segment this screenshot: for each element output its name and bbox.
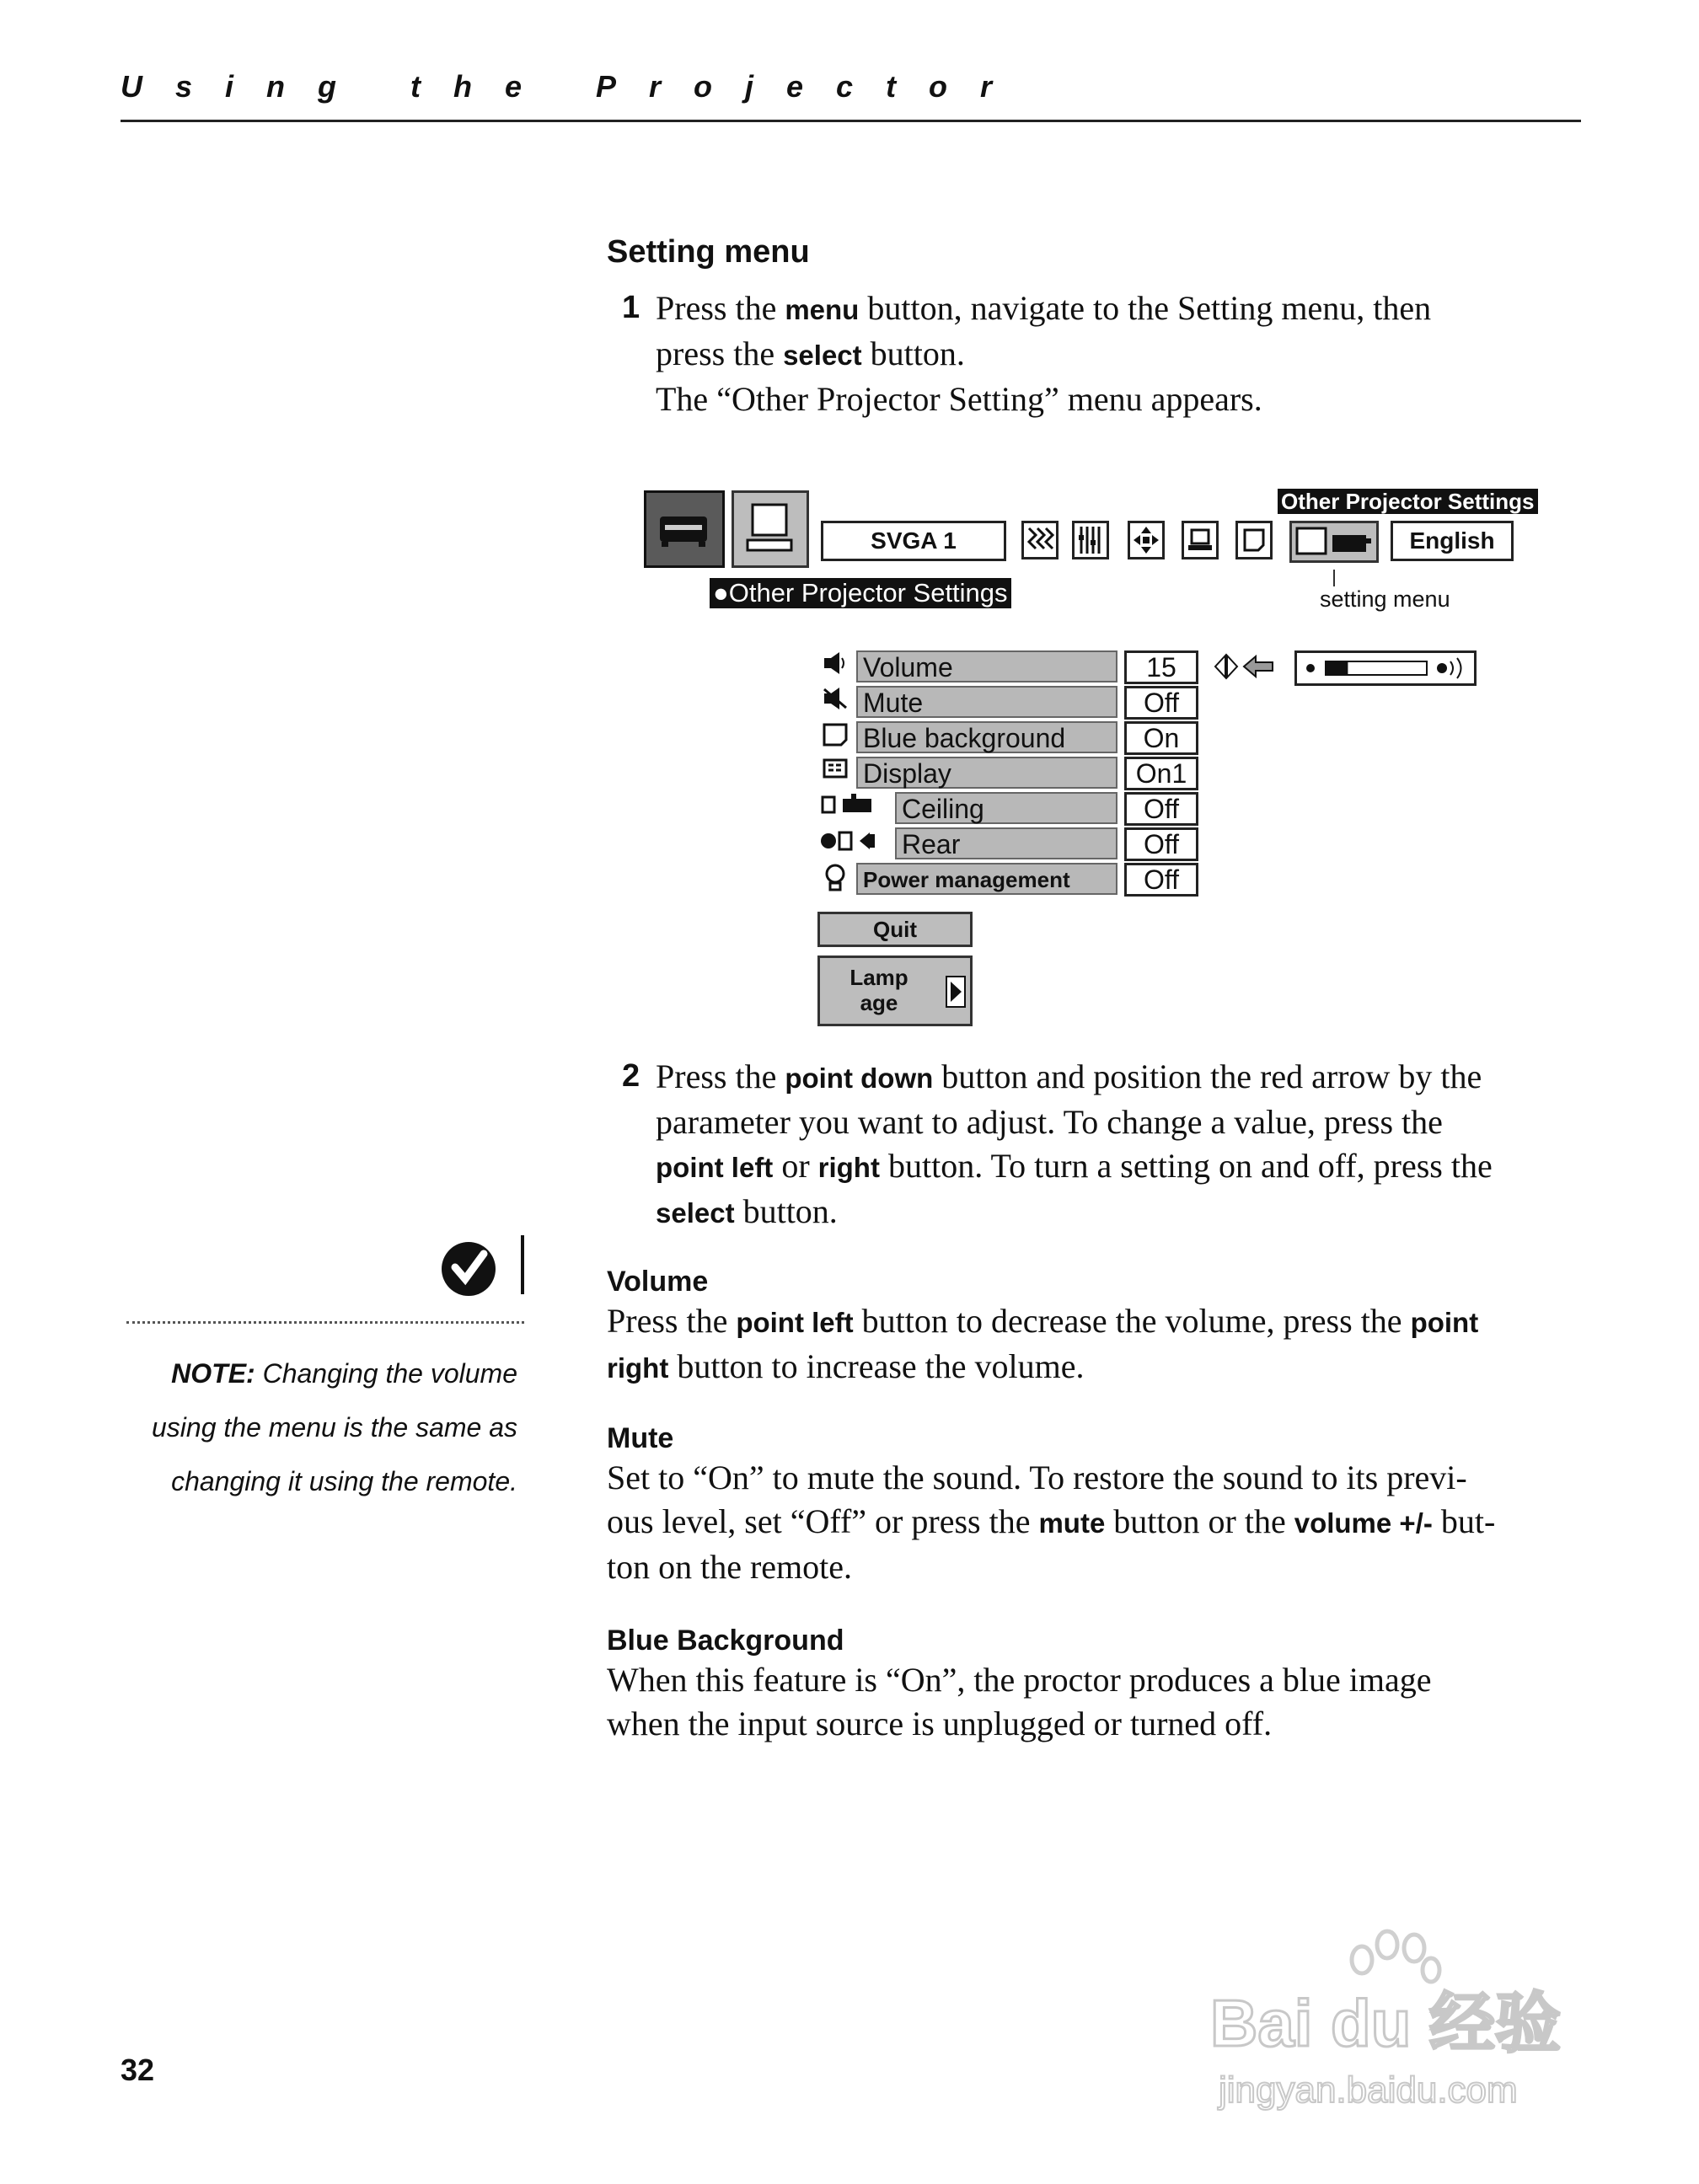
lamp-age-button[interactable] — [817, 956, 973, 1026]
projector-icon — [646, 493, 722, 565]
note-line-3: changing it using the remote. — [171, 1466, 517, 1496]
screen-icon — [1238, 523, 1270, 557]
laptop-icon — [1184, 523, 1216, 557]
mute-label[interactable]: Mute — [856, 686, 1117, 718]
mute-icon — [821, 686, 850, 711]
computer-tab[interactable] — [732, 490, 809, 568]
image-tool[interactable] — [1072, 521, 1109, 559]
submenu-caption: ●Other Projector Settings — [710, 578, 1011, 608]
projector-tab[interactable] — [644, 490, 725, 568]
rear-value[interactable]: Off — [1124, 827, 1198, 861]
volume-text: Press the point left button to decrease the volume, press the point right button to increase the volume. — [607, 1302, 1479, 1385]
checkmark-logo-icon — [433, 1234, 526, 1298]
watermark-brand: Bai du 经验 — [1210, 1986, 1562, 2060]
note-logo — [433, 1234, 526, 1298]
lamp-age-line2: age — [860, 990, 898, 1015]
step-2-text: Press the point down button and position the red arrow by the parameter you want to adjust. To change a value, press the point left or right button. To turn a setting on and off, press the select button. — [656, 1057, 1493, 1230]
step-1-text: Press the menu button, navigate to the Setting menu, then press the select button. The “Other Projector Setting” menu appears. — [656, 289, 1432, 418]
arrow-icons — [1212, 652, 1276, 681]
sliders-icon — [1075, 523, 1107, 557]
setting-tab[interactable] — [1289, 521, 1379, 563]
language-button[interactable]: English — [1391, 521, 1514, 561]
ceiling-icon — [817, 792, 882, 817]
watermark-url: jingyan.baidu.com — [1219, 2069, 1518, 2111]
volume-slider[interactable] — [1294, 650, 1477, 686]
blue-background-text: When this feature is “On”, the proctor produces a blue image when the input source is unplugged or turned off. — [607, 1661, 1432, 1742]
step-1-number: 1 — [622, 290, 640, 325]
blue-background-heading: Blue Background — [607, 1625, 844, 1657]
mute-heading: Mute — [607, 1422, 674, 1454]
volume-heading: Volume — [607, 1266, 709, 1298]
note-line-1: NOTE: Changing the volume — [171, 1358, 517, 1389]
rear-label[interactable]: Rear — [895, 827, 1117, 859]
source-button[interactable]: SVGA 1 — [821, 521, 1006, 561]
rear-icon — [817, 827, 882, 853]
note-line-2: using the menu is the same as — [151, 1412, 517, 1443]
speaker-icon — [821, 650, 850, 676]
note-divider — [126, 1321, 524, 1324]
display-tool[interactable] — [1235, 521, 1273, 559]
setting-icon — [1292, 523, 1376, 560]
step-2-number: 2 — [622, 1058, 640, 1094]
quit-button[interactable]: Quit — [817, 912, 973, 947]
mute-text: Set to “On” to mute the sound. To restore the sound to its previ- ous level, set “Off” or press the mute button or the volume +/- but- ton on the remote. — [607, 1459, 1496, 1586]
ceiling-value[interactable]: Off — [1124, 792, 1198, 826]
lamp-icon — [821, 863, 850, 891]
lamp-age-line1: Lamp — [850, 965, 908, 990]
section-title: Setting menu — [607, 234, 810, 270]
callout-label: setting menu — [1320, 586, 1450, 612]
laptop-tool[interactable] — [1182, 521, 1219, 559]
ceiling-label[interactable]: Ceiling — [895, 792, 1117, 824]
running-header: Using the Projector — [121, 69, 1026, 104]
blue-background-label[interactable]: Blue background — [856, 721, 1117, 753]
watermark — [1210, 1926, 1598, 2120]
left-right-arrow-icon — [1212, 652, 1276, 681]
power-management-label[interactable]: Power management — [856, 863, 1117, 895]
blue-background-value[interactable]: On — [1124, 721, 1198, 755]
header-rule — [121, 120, 1581, 122]
callout-line — [1333, 570, 1335, 586]
mute-value[interactable]: Off — [1124, 686, 1198, 720]
adjust-tool[interactable] — [1021, 521, 1059, 559]
play-arrow-icon — [945, 975, 967, 1009]
computer-icon — [734, 493, 807, 565]
position-tool[interactable] — [1128, 521, 1165, 559]
page-number: 32 — [121, 2053, 155, 2087]
menu-caption: Other Projector Settings — [1278, 489, 1538, 514]
display-value[interactable]: On1 — [1124, 757, 1198, 790]
power-management-value[interactable]: Off — [1124, 863, 1198, 897]
display-label[interactable]: Display — [856, 757, 1117, 789]
zigzag-icon — [1024, 523, 1056, 557]
volume-slider-fill — [1326, 661, 1348, 675]
monitor-icon — [821, 721, 850, 747]
volume-label[interactable]: Volume — [856, 650, 1117, 682]
display-icon — [821, 757, 850, 782]
move-icon — [1130, 523, 1162, 557]
volume-value[interactable]: 15 — [1124, 650, 1198, 684]
